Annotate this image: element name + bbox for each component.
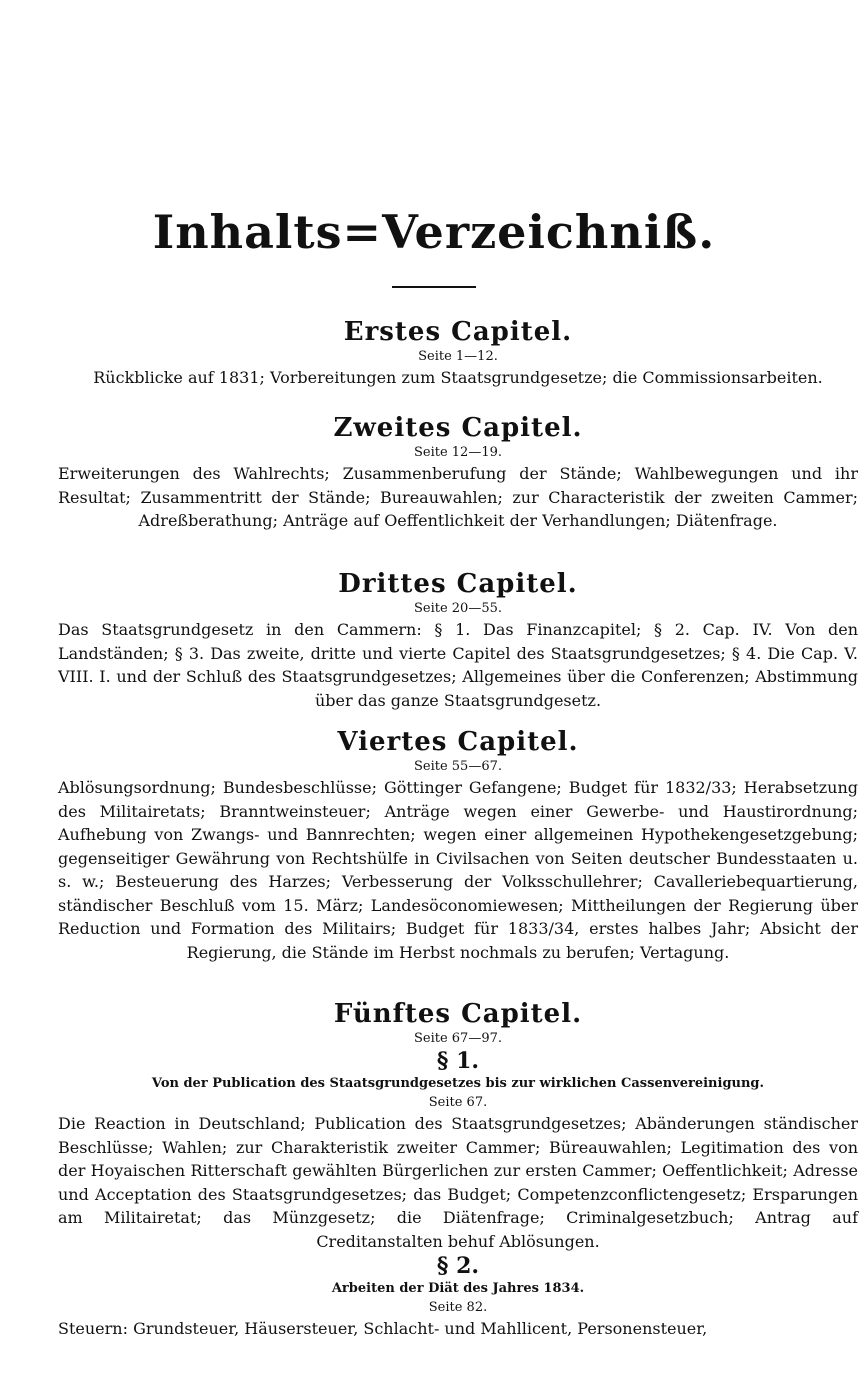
chapter-title: Drittes Capitel.	[338, 569, 578, 599]
chapter-summary: Ablösungsordnung; Bundesbeschlüsse; Göttinger Gefangene; Budget für 1832/33; Herabsetzung des Militairetats; Branntweinsteuer; Anträge wegen einer Gewerbe- und Haustirordnung; Aufhebung von Zwangs- und Bannrechten; wegen einer allgemeinen Hypothekengesetzgebung; gegenseitiger Gewährung von Rechtshülfe in Civilsachen von Seiten deutscher Bundesstaaten u. s. w.; Besteuerung des Harzes; Verbesserung der Volksschullehrer; Cavalleriebequartierung, ständischer Beschluß vom 15. März; Landesöconomiewesen; Mittheilungen der Regierung über Reduction und Formation des Militairs; Budget für 1833/34, erstes halbes Jahr; Absicht der Regierung, die Stände im Herbst nochmals zu berufen; Vertagung.	[58, 778, 858, 962]
chapter-pages: Seite 20—55.	[413, 601, 503, 616]
section-summary: Die Reaction in Deutschland; Publication des Staatsgrundgesetzes; Abänderungen ständischer Beschlüsse; Wahlen; zur Charakteristik zweiter Cammer; Büreauwahlen; Legitimation des von der Hoyaischen Ritterschaft gewählten Bürgerlichen zur ersten Cammer; Oeffentlichkeit; Adresse und Acceptation des Staatsgrundgesetzes; das Budget; Competenzconflictengesetz; Ersparungen am Militairetat; das Münzgesetz; die Diätenfrage; Criminalgesetzbuch; Antrag auf Creditanstalten behuf Ablösungen.	[58, 1114, 858, 1251]
chapter-1	[58, 316, 858, 390]
chapter-3	[58, 568, 858, 712]
section-subtitle: Von der Publication des Staatsgrundgesetzes bis zur wirklichen Cassenvereinigung.	[151, 1076, 765, 1091]
chapter-summary: Erweiterungen des Wahlrechts; Zusammenberufung der Stände; Wahlbewegungen und ihr Resultat; Zusammentritt der Stände; Bureauwahlen; zur Characteristik der zweiten Cammer; Adreßberathung; Anträge auf Oeffentlichkeit der Verhandlungen; Diätenfrage.	[58, 464, 858, 530]
chapter-4	[58, 726, 858, 964]
chapter-title: Fünftes Capitel.	[333, 999, 583, 1029]
chapter-title: Viertes Capitel.	[337, 727, 579, 757]
chapter-5	[58, 998, 858, 1341]
chapter-pages: Seite 55—67.	[413, 759, 503, 774]
chapter-title: Erstes Capitel.	[343, 317, 573, 347]
section-1	[58, 1048, 858, 1253]
chapter-pages: Seite 67—97.	[413, 1031, 503, 1046]
section-mark: § 1.	[436, 1048, 480, 1074]
section-mark: § 2.	[436, 1253, 480, 1279]
section-pages: Seite 67.	[428, 1095, 488, 1110]
chapter-pages: Seite 1—12.	[418, 349, 498, 364]
chapter-summary: Rückblicke auf 1831; Vorbereitungen zum Staatsgrundgesetze; die Commissionsarbeiten.	[93, 368, 823, 387]
chapter-summary: Das Staatsgrundgesetz in den Cammern: § 1. Das Finanzcapitel; § 2. Cap. IV. Von den Landständen; § 3. Das zweite, dritte und vierte Capitel des Staatsgrundgesetzes; § 4. Die Cap. V. VIII. I. und der Schluß des Staatsgrundgesetzes; Allgemeines über die Conferenzen; Abstimmung über das ganze Staatsgrundgesetz.	[58, 620, 858, 710]
chapter-pages: Seite 12—19.	[413, 445, 503, 460]
section-subtitle: Arbeiten der Diät des Jahres 1834.	[331, 1281, 585, 1296]
title-divider	[392, 286, 476, 288]
section-2	[58, 1253, 858, 1341]
section-pages: Seite 82.	[428, 1300, 488, 1315]
chapter-2	[58, 412, 858, 533]
page-title: Inhalts=Verzeichniß.	[152, 205, 716, 259]
section-summary: Steuern: Grundsteuer, Häusersteuer, Schlacht- und Mahllicent, Personensteuer,	[58, 1319, 708, 1338]
chapter-title: Zweites Capitel.	[333, 413, 583, 443]
